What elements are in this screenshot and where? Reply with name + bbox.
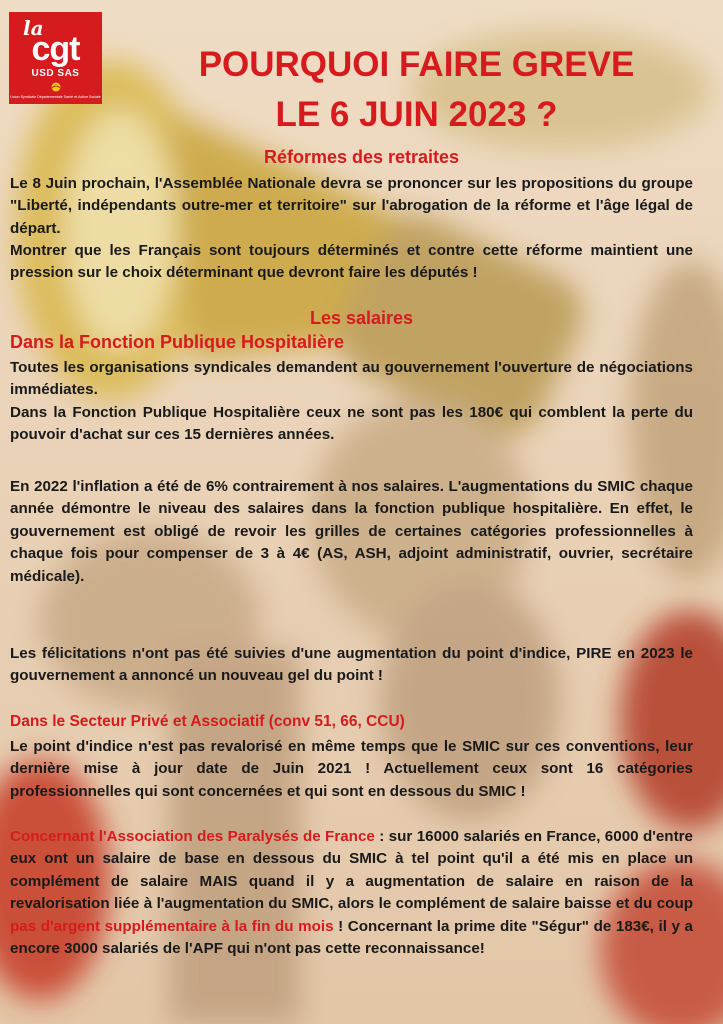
apf-paragraph	[10, 826, 693, 960]
page-title-line1: POURQUOI FAIRE GREVE	[198, 45, 635, 84]
retraites-heading: Réformes des retraites	[263, 147, 460, 167]
retraites-paragraph-1: Le 8 Juin prochain, l'Assemblée Nationale devra se prononcer sur les propositions du groupe "Liberté, indépendants outre-mer et territoire" sur l'abrogation de la réforme et l'âge légal de départ.	[10, 175, 693, 237]
fph-paragraph-3: En 2022 l'inflation a été de 6% contrairement à nos salaires. L'augmentations du SMIC chaque année démontre le niveau des salaires dans la fonction publique hospitalière. En effet, le gouvernement est obligé de revoir les grilles de certaines catégories professionnelles à chaque fois pour compenser de 3 à 4€ (AS, ASH, adjoint administratif, ouvrier, secrétaire médicale).	[10, 478, 693, 585]
cgt-logo	[9, 12, 102, 104]
fph-paragraph-1: Toutes les organisations syndicales demandent au gouvernement l'ouverture de négociations immédiates.	[10, 359, 693, 399]
apf-lead: Concernant l'Association des Paralysés de France	[10, 828, 375, 845]
fph-paragraph-4: Les félicitations n'ont pas été suivies d'une augmentation du point d'indice, PIRE en 2023 le gouvernement a annoncé un nouveau gel du point !	[10, 645, 693, 685]
salaires-heading: Les salaires	[309, 308, 414, 328]
logo-cgt-text: cgt	[31, 30, 80, 68]
logo-usd-sas-text: USD SAS	[31, 68, 80, 79]
page-title-line2: LE 6 JUIN 2023 ?	[275, 95, 558, 134]
apf-body: : sur 16000 salariés en France, 6000 d'entre eux ont un salaire de base en dessous du SMIC à tel point qu'il a été mis en place un complément de salaire MAIS quand il y a augmentation de salaire en raison de la revalorisation liée à l'augmentation du SMIC, alors le complément de salaire baisse et du coup	[10, 828, 693, 913]
fph-paragraph-2: Dans la Fonction Publique Hospitalière ceux ne sont pas les 180€ qui comblent la perte du pouvoir d'achat sur ces 15 dernières années.	[10, 404, 693, 444]
prive-heading: Dans le Secteur Privé et Associatif (conv 51, 66, CCU)	[10, 713, 405, 730]
logo-subtitle-text: Union Syndicale Départementale Santé et Action Sociale	[10, 95, 101, 99]
apf-tail: ! Concernant la prime dite "Ségur" de 183€, il y a encore 3000 salariés de l'APF qui n'ont pas cette reconnaissance!	[10, 917, 693, 958]
fph-heading: Dans la Fonction Publique Hospitalière	[10, 332, 345, 352]
logo-la-text: la	[23, 16, 44, 40]
prive-paragraph-1: Le point d'indice n'est pas revalorisé en même temps que le SMIC sur ces conventions, leur dernière mise à jour date de Juin 2021 ! Actuellement ceux sont 16 catégories professionnelles qui sont concernées et qui sont en dessous du SMIC !	[10, 738, 693, 800]
logo-emblem-icon	[49, 82, 63, 92]
retraites-paragraph-2: Montrer que les Français sont toujours déterminés et contre cette réforme maintient une pression sur le choix déterminant que devront faire les députés !	[10, 242, 693, 282]
apf-highlight: pas d'argent supplémentaire à la fin du mois	[10, 917, 334, 935]
